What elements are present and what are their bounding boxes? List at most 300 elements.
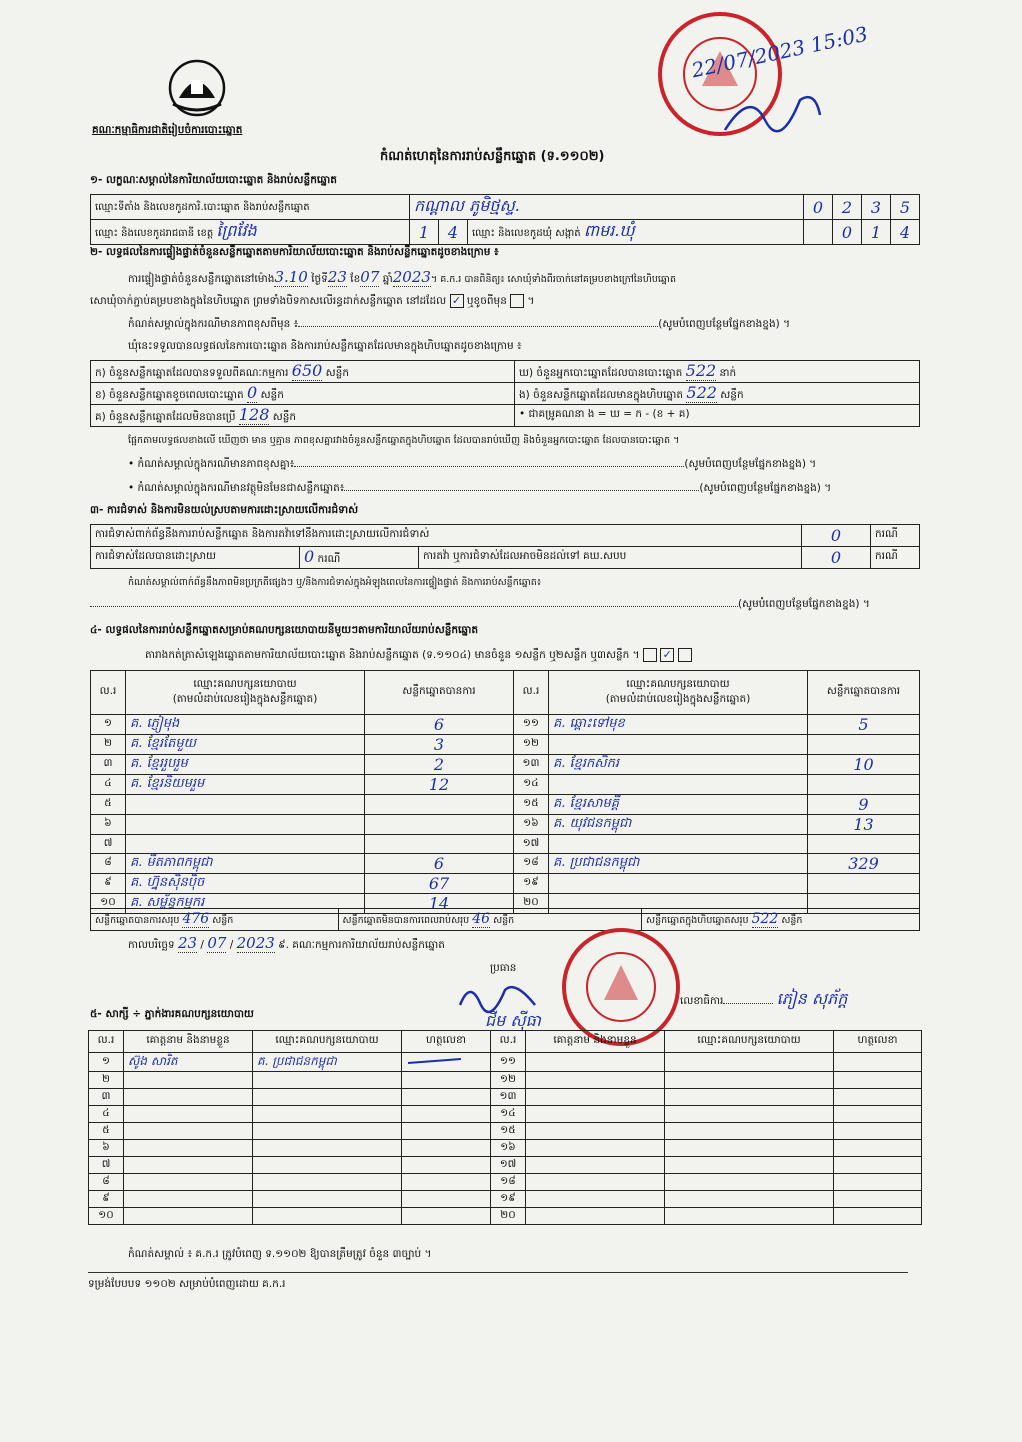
witness-signature: [402, 1208, 491, 1225]
voters-voted-unit: នាក់: [719, 367, 737, 379]
col-party-right: [549, 671, 808, 715]
witness-name: [124, 1072, 253, 1089]
party-name: [126, 795, 365, 815]
ballots-in-box-cell: [515, 383, 920, 405]
witness-row: [89, 1140, 922, 1157]
commune-code-1: 0: [833, 220, 862, 245]
witness-row: [89, 1106, 922, 1123]
section5-note: កំណត់សម្គាល់ ៖ គ.ក.រ ត្រូវបំពេញ ទ.១១០២ ឱ្យបានត្រឹមត្រូវ ចំនួន ៣ច្បាប់ ។: [128, 1248, 432, 1260]
witness-name: [526, 1123, 665, 1140]
witness-col-party-left: ឈ្មោះគណបក្សនយោបាយ: [253, 1031, 402, 1053]
section1-heading: ១- លក្ខណៈសម្គាល់នៃការិយាល័យបោះឆ្នោត និងរាប់សន្លឹកឆ្នោត: [90, 174, 337, 186]
witness-signature: [834, 1053, 922, 1072]
ballot-spoiled-value: 0: [247, 383, 258, 402]
verification-day: 23: [327, 268, 347, 286]
witness-no: ១៤: [491, 1106, 526, 1123]
party-results: [90, 670, 920, 913]
witness-name: [526, 1157, 665, 1174]
party-row: [91, 775, 920, 795]
ballots-in-box-value: 522: [686, 383, 717, 402]
resolved-label: ការជំទាស់ដែលបានដោះស្រាយ: [91, 547, 300, 569]
difference-note-hint: (សូមបំពេញបន្ថែមផ្នែកខាងខ្នង) ។: [658, 318, 790, 330]
witness-row: [89, 1089, 922, 1106]
ballot-received-unit: សន្លឹក: [325, 367, 349, 379]
witness-no: ៣: [89, 1089, 124, 1106]
witness-signature: [834, 1072, 922, 1089]
voters-voted-cell: [515, 361, 920, 383]
witness-col-sign-right: ហត្ថលេខា: [834, 1031, 922, 1053]
witness-party: [665, 1157, 834, 1174]
party-row: [91, 874, 920, 894]
witness-no: ១៥: [491, 1123, 526, 1140]
signing-date: កាលបរិច្ឆេទ 23 / 07 / 2023 ៩. គណៈកម្មការការិយាល័យរាប់សន្លឹកឆ្នោត: [128, 934, 445, 952]
commune-value: ពាមរ.ឃុំ: [583, 221, 635, 240]
objections-label: ការជំទាស់ពាក់ព័ន្ធនឹងការរាប់សន្លឹកឆ្នោត និងការតវ៉ាទៅនឹងការដោះស្រាយលើការជំទាស់: [91, 525, 802, 547]
party-name: [549, 874, 808, 894]
party-votes: 9: [808, 795, 920, 815]
party-no: ១១: [514, 715, 549, 735]
witness-signature: [402, 1053, 491, 1072]
party-no: ១៤: [514, 775, 549, 795]
witness-party: [665, 1191, 834, 1208]
bullet-foreign-hint: (សូមបំពេញបន្ថែមផ្នែកខាងខ្នង) ។: [699, 482, 832, 494]
party-row: [91, 835, 920, 854]
witness-col-name-left: គោត្តនាម និងនាមខ្លួន: [124, 1031, 253, 1053]
two-sheet-checkbox[interactable]: ✓: [660, 648, 674, 662]
witness-name: [124, 1157, 253, 1174]
witness-signature: [402, 1106, 491, 1123]
party-name: [549, 735, 808, 755]
witness-party: [253, 1157, 402, 1174]
bullet-foreign-label: • កំណត់សម្គាល់ក្នុងករណីមានវត្ថុមិនមែនជាសន្លឹកឆ្នោត៖: [128, 482, 345, 494]
party-row: [91, 854, 920, 874]
irregularities-note: កំណត់សម្គាល់ពាក់ព័ន្ធនឹងភាពមិនប្រក្រតីផ្សេងៗ ឬ/និងការជំទាស់ក្នុងអំឡុងពេលនៃការផ្ទៀងផ្ទាត់ និងការរាប់សន្លឹកឆ្នោត៖: [128, 577, 541, 588]
witness-name: [526, 1106, 665, 1123]
witness-row: [89, 1157, 922, 1174]
total-invalid-label: សន្លឹកឆ្នោតមិនបានការពេលរាប់សរុប: [342, 915, 470, 926]
col-no-right: ល.រ: [514, 671, 549, 715]
commune-code-2: 1: [862, 220, 891, 245]
witness-no: ១៦: [491, 1140, 526, 1157]
col-no-left: ល.រ: [91, 671, 126, 715]
ballots-in-box-label: ង) ចំនួនសន្លឹកឆ្នោតដែលមានក្នុងហិបឆ្នោត: [519, 389, 684, 401]
province-code-1: 1: [410, 220, 439, 245]
party-name: គ. ភ្ញៀមុង: [126, 715, 365, 735]
party-votes: [365, 835, 514, 854]
date-year: 2023: [236, 934, 275, 952]
bullet-difference: [128, 458, 918, 473]
witness-signature: [834, 1174, 922, 1191]
date-month: 07: [207, 934, 227, 952]
witness-no: ៥: [89, 1123, 124, 1140]
party-name: គ. ខ្មែរតែមួយ: [126, 735, 365, 755]
party-row: [91, 795, 920, 815]
one-sheet-checkbox[interactable]: [643, 648, 657, 662]
objections-value: 0: [802, 525, 871, 547]
party-no: ១២: [514, 735, 549, 755]
party-votes: [808, 735, 920, 755]
bullet-difference-dots: [294, 466, 684, 467]
bullet-foreign-objects: [128, 482, 918, 497]
witness-name: ស៊ូង សារិត: [124, 1053, 253, 1072]
witness-name: [124, 1140, 253, 1157]
verification-year: 2023: [392, 268, 431, 286]
ballot-row: [91, 361, 920, 383]
party-votes: [365, 815, 514, 835]
irregularities-dots-line: [90, 598, 920, 613]
party-no: ៧: [91, 835, 126, 854]
verification-time-label: ការផ្ទៀងផ្ទាត់ចំនួនសន្លឹកឆ្នោតនៅម៉ោង: [128, 273, 275, 285]
party-no: ៦: [91, 815, 126, 835]
section4-intro: [145, 648, 692, 664]
witness-no: ១៣: [491, 1089, 526, 1106]
total-box-value: 522: [751, 911, 779, 927]
voters-voted-label: ឃ) ចំនួនអ្នកបោះឆ្នោតដែលបានបោះឆ្នោត: [519, 367, 683, 379]
party-no: ១៣: [514, 755, 549, 775]
witness-name: [526, 1191, 665, 1208]
witness-no: ៨: [89, 1174, 124, 1191]
witness-party: [665, 1053, 834, 1072]
witness-name: [526, 1208, 665, 1225]
party-votes: 13: [808, 815, 920, 835]
party-rows: [91, 715, 920, 914]
province-code-2: 4: [439, 220, 468, 245]
witness-signature: [402, 1072, 491, 1089]
date-label: កាលបរិច្ឆេទ: [128, 939, 175, 951]
party-row: [91, 735, 920, 755]
witness-name: [124, 1106, 253, 1123]
party-votes: 10: [808, 755, 920, 775]
witness-name: [526, 1072, 665, 1089]
party-no: ៣: [91, 755, 126, 775]
party-no: ៩: [91, 874, 126, 894]
location-label: ឈ្មោះទីតាំង និងលេខកូដការិ.បោះឆ្នោត និងរាប់សន្លឹកឆ្នោត: [91, 195, 410, 220]
ballot-received-label: ក) ចំនួនសន្លឹកឆ្នោតដែលបានទទួលពីគណៈកម្មការ: [95, 367, 289, 379]
broken-label: ឬខូចពីមុន: [466, 295, 507, 307]
party-name: គ. ខ្មែរសាមគ្គី: [549, 795, 808, 815]
witness-no: ១២: [491, 1072, 526, 1089]
witness-no: ១: [89, 1053, 124, 1072]
witness-no: ៤: [89, 1106, 124, 1123]
verification-month: 07: [360, 268, 380, 286]
escalated-value: 0: [802, 547, 871, 569]
province-label: ឈ្មោះ និងលេខកូដរាជធានី ខេត្ត: [95, 228, 214, 239]
irregularities-dots: [90, 606, 738, 607]
col-party-left-sub: (តាមលំដាប់លេខរៀងក្នុងសន្លឹកឆ្នោត): [172, 692, 318, 705]
witness-signature: [834, 1089, 922, 1106]
witness-no: ៧: [89, 1157, 124, 1174]
party-no: ២០: [514, 894, 549, 914]
irregularities-hint: (សូមបំពេញបន្ថែមផ្នែកខាងខ្នង) ។: [738, 598, 870, 610]
witness-signature: [834, 1106, 922, 1123]
difference-note-dots: [298, 326, 658, 327]
witness-party: [665, 1106, 834, 1123]
ballot-received-value: 650: [291, 361, 323, 380]
party-votes: 5: [808, 715, 920, 735]
total-invalid-unit: សន្លឹក: [493, 915, 515, 926]
witness-party: [253, 1106, 402, 1123]
section3-heading: ៣- ការជំទាស់ និងការមិនយល់ស្របតាមការដោះស្រាយលើការជំទាស់: [90, 504, 359, 516]
result-intro: ឃុំនេះទទួលបានលទ្ធផលនៃការបោះឆ្នោត និងការរាប់សន្លឹកឆ្នោតដែលមានក្នុងហិបឆ្នោតដូចខាងក្រោម ៖: [128, 340, 522, 352]
commune-code-blank: [804, 220, 833, 245]
secretary-line: [680, 988, 847, 1012]
witness-name: [526, 1140, 665, 1157]
party-votes: 6: [365, 715, 514, 735]
witness-no: ៦: [89, 1140, 124, 1157]
witness-party: [253, 1174, 402, 1191]
location-code-1: 0: [804, 195, 833, 220]
party-votes: 329: [808, 854, 920, 874]
witness-rows: [89, 1053, 922, 1225]
witness-party: [253, 1140, 402, 1157]
discrepancy-statement: [128, 434, 928, 448]
party-name: គ. សម្ព័ន្ធកម្មករ: [126, 894, 365, 914]
commission-emblem: [165, 58, 229, 118]
ballot-spoiled-label: ខ) ចំនួនសន្លឹកឆ្នោតខូចពេលបោះឆ្នោត: [95, 389, 244, 401]
witness-signature: [834, 1157, 922, 1174]
witness-row: [89, 1072, 922, 1089]
witness-signature: [834, 1123, 922, 1140]
ballot-row: [91, 405, 920, 427]
section5-heading: ៥- សាក្សី ÷ ភ្នាក់ងារគណបក្សនយោបាយ: [90, 1008, 254, 1020]
party-votes: 12: [365, 775, 514, 795]
total-valid-label: សន្លឹកឆ្នោតបានការសរុប: [95, 915, 180, 926]
witness-name: [526, 1174, 665, 1191]
col-party-right-title: ឈ្មោះគណបក្សនយោបាយ: [626, 677, 730, 690]
witness-party: គ. ប្រជាជនកម្ពុជា: [253, 1053, 402, 1072]
ballot-unused-label: គ) ចំនួនសន្លឹកឆ្នោតដែលមិនបានប្រើ: [95, 411, 236, 423]
witness-signature: [402, 1174, 491, 1191]
verification-day-label: ថ្ងៃទី: [311, 273, 328, 285]
party-votes: 67: [365, 874, 514, 894]
party-votes: [808, 874, 920, 894]
witness-signature: [402, 1089, 491, 1106]
bullet-foreign-dots: [344, 490, 699, 491]
witness-no: ១៨: [491, 1174, 526, 1191]
location-code-2: 2: [833, 195, 862, 220]
ballot-unused-cell: [91, 405, 515, 427]
section4-intro-text: តារាងកត់ត្រាសំឡេងឆ្នោតតាមការិយាល័យបោះឆ្នោត និងរាប់សន្លឹកឆ្នោត (ទ.១១០៤) មានចំនួន ១សន្លឹក ឬ២សន្លឹក ឬ៣សន្លឹក ។: [145, 649, 640, 661]
commune-code-3: 4: [891, 220, 920, 245]
witness-name: [124, 1191, 253, 1208]
discrepancy-text: ផ្អែកតាមលទ្ធផលខាងលើ ឃើញថា មាន ឬគ្មាន ភាពខុសគ្នារវាងចំនួនសន្លឹកឆ្នោតក្នុងហិបឆ្នោត ដែលបានរាប់ឃើញ និងចំនួនអ្នកបោះឆ្នោត ដែលបានបោះឆ្នោត ។: [128, 435, 680, 446]
witness-signature: [834, 1208, 922, 1225]
witness-signature: [402, 1157, 491, 1174]
footer-divider: [88, 1272, 908, 1273]
chair-name: ជីម សុីធា: [485, 1011, 541, 1030]
total-box-unit: សន្លឹក: [781, 915, 803, 926]
commission-signing-label: ៩. គណៈកម្មការការិយាល័យរាប់សន្លឹកឆ្នោត: [278, 939, 445, 951]
party-no: ១៩: [514, 874, 549, 894]
witness-row: [89, 1053, 922, 1072]
location-value: កណ្ដាល ភូមិថ្មស្ទ.: [410, 195, 804, 220]
ballot-row: [91, 383, 920, 405]
total-valid-cell: [91, 909, 339, 931]
date-day: 23: [178, 934, 198, 952]
commune-cell: [468, 220, 804, 245]
difference-note-label: កំណត់សម្គាល់ក្នុងករណីមានភាពខុសពីមុន ៖: [128, 318, 299, 330]
commission-name: គណៈកម្មាធិការជាតិរៀបចំការបោះឆ្នោត: [92, 124, 243, 136]
commune-label: ឈ្មោះ និងលេខកូដឃុំ សង្កាត់: [472, 228, 581, 239]
section2-heading: ២- លទ្ធផលនៃការផ្ទៀងផ្ទាត់ចំនួនសន្លឹកឆ្នោតតាមការិយាល័យបោះឆ្នោត និងរាប់សន្លឹកឆ្នោតដូចខាងក្រោម ៖: [90, 246, 499, 258]
total-invalid-value: 46: [472, 911, 491, 927]
party-name: គ. មីតភាពកម្ពុជា: [126, 854, 365, 874]
party-name: [126, 815, 365, 835]
witness-row: [89, 1191, 922, 1208]
party-name: [549, 775, 808, 795]
party-no: ១៨: [514, 854, 549, 874]
col-party-left: [126, 671, 365, 715]
ballot-unused-value: 128: [238, 405, 270, 424]
witness-col-party-right: ឈ្មោះគណបក្សនយោបាយ: [665, 1031, 834, 1053]
stamp-handwritten-date: 22/07/2023 15:03: [689, 21, 870, 83]
party-votes: [365, 795, 514, 815]
party-name: គ. ខ្មែរកសិករ: [549, 755, 808, 775]
party-no: ២: [91, 735, 126, 755]
witness-party: [665, 1089, 834, 1106]
witness-name: [526, 1089, 665, 1106]
voters-voted-value: 522: [685, 361, 717, 380]
secretary-label: លេខាធិការ: [680, 995, 724, 1007]
verification-line-2: សោឃុំចាក់ភ្ជាប់គម្របខាងក្នុងនៃហិបឆ្នោត ព្រមទាំងបិទកាសលើរន្ធដាក់សន្លឹកឆ្នោត នៅដដែល ✓ ឬខូចពីមុន ។: [90, 294, 535, 307]
party-row: [91, 715, 920, 735]
witness-party: [665, 1208, 834, 1225]
ballot-spoiled-unit: សន្លឹក: [260, 389, 284, 401]
location-code-4: 5: [891, 195, 920, 220]
witness-no: ១៩: [491, 1191, 526, 1208]
witness-col-name-right: គោត្តនាម និងនាមខ្លួន: [526, 1031, 665, 1053]
party-no: ១៦: [514, 815, 549, 835]
witness-name: [526, 1053, 665, 1072]
resolved-unit: ករណី: [317, 553, 341, 565]
party-votes: 6: [365, 854, 514, 874]
party-votes: 2: [365, 755, 514, 775]
witness-signature: [402, 1140, 491, 1157]
witness-col-no-left: ល.រ: [89, 1031, 124, 1053]
verification-line-1: [128, 268, 928, 288]
section4-heading: ៤- លទ្ធផលនៃការរាប់សន្លឹកឆ្នោតសម្រាប់គណបក្សនយោបាយនីមួយៗតាមការិយាល័យរាប់សន្លឹកឆ្នោត: [90, 624, 479, 636]
witness-party: [665, 1123, 834, 1140]
escalated-label: ការតវ៉ា ឬការជំទាស់ដែលអាចមិនដល់ទៅ គឃ.សបប: [419, 547, 802, 569]
province-cell: [91, 220, 410, 245]
verification-month-label: ខែ: [350, 273, 361, 285]
total-box-cell: [642, 909, 920, 931]
intact-checkbox[interactable]: ✓: [450, 294, 464, 308]
party-name: [549, 835, 808, 854]
party-name: គ. ខ្មែរនិយមរួម: [126, 775, 365, 795]
ballot-count-table: [90, 360, 920, 427]
total-valid-value: 476: [182, 911, 210, 927]
party-votes: [808, 835, 920, 854]
party-no: ៨: [91, 854, 126, 874]
three-sheet-checkbox[interactable]: [678, 648, 692, 662]
chair-label: ប្រធាន: [490, 962, 517, 974]
province-value: ព្រៃវែង: [216, 221, 257, 240]
col-party-right-sub: (តាមលំដាប់លេខរៀងក្នុងសន្លឹកឆ្នោត): [605, 692, 751, 705]
col-party-left-title: ឈ្មោះគណបក្សនយោបាយ: [193, 677, 297, 690]
broken-checkbox[interactable]: [510, 294, 524, 308]
ballot-spoiled-cell: [91, 383, 515, 405]
party-row: [91, 755, 920, 775]
formula-text: • ជាគម្រូគណនា ង = ឃ = ក - (ខ + គ): [519, 408, 690, 420]
party-no: ១៧: [514, 835, 549, 854]
total-box-label: សន្លឹកឆ្នោតក្នុងហិបឆ្នោតសរុប: [646, 915, 749, 926]
party-no: ១៥: [514, 795, 549, 815]
verification-line-end: ។ គ.ក.រ បានពិនិត្យ៖ សោឃុំទាំងពីរចាក់នៅគម្របខាងក្រៅនៃហិបឆ្នោត: [430, 274, 677, 285]
party-name: គ. ប្រជាជនកម្ពុជា: [549, 854, 808, 874]
official-stamp-bottom: [562, 928, 680, 1046]
party-votes: 14: [365, 894, 514, 914]
footer-text: ទម្រង់បែបបទ ១១០២ សម្រាប់បំពេញដោយ គ.ក.រ: [88, 1278, 286, 1290]
witness-name: [124, 1208, 253, 1225]
objections-unit: ករណី: [871, 525, 920, 547]
party-no: ៤: [91, 775, 126, 795]
witness-col-sign-left: ហត្ថលេខា: [402, 1031, 491, 1053]
witness-party: [253, 1208, 402, 1225]
verification-time: 3.10: [274, 268, 308, 286]
party-results-table: [90, 670, 920, 914]
witness-party: [665, 1072, 834, 1089]
location-table: [90, 194, 920, 245]
witness-row: [89, 1208, 922, 1225]
col-votes-right: សន្លឹកឆ្នោតបានការ: [808, 671, 920, 715]
escalated-unit: ករណី: [871, 547, 920, 569]
witness-signature: [402, 1123, 491, 1140]
witness-table: [88, 1030, 922, 1225]
difference-note: [128, 318, 918, 333]
ballot-received-cell: [91, 361, 515, 383]
witness-signature: [834, 1140, 922, 1157]
witness-party: [253, 1089, 402, 1106]
witness-signature: [834, 1191, 922, 1208]
party-no: ៥: [91, 795, 126, 815]
witness-col-no-right: ល.រ: [491, 1031, 526, 1053]
witness-name: [124, 1123, 253, 1140]
witness-row: [89, 1123, 922, 1140]
bullet-difference-hint: (សូមបំពេញបន្ថែមផ្នែកខាងខ្នង) ។: [684, 458, 817, 470]
witness-party: [665, 1174, 834, 1191]
party-name: គ. ហ្វ៊ុនស៊ិនប៉ិច: [126, 874, 365, 894]
total-valid-unit: សន្លឹក: [212, 915, 234, 926]
party-votes: [808, 775, 920, 795]
party-name: គ. យុវជនកម្ពុជា: [549, 815, 808, 835]
secretary-dots: [723, 1003, 773, 1004]
party-name: គ. ខ្មែររួបរួម: [126, 755, 365, 775]
form-title: កំណត់ហេតុនៃការរាប់សន្លឹកឆ្នោត (ទ.១១០២): [380, 149, 605, 164]
location-code-3: 3: [862, 195, 891, 220]
party-row: [91, 815, 920, 835]
party-no: ១០: [91, 894, 126, 914]
witness-signature: [402, 1191, 491, 1208]
bullet-difference-label: • កំណត់សម្គាល់ក្នុងករណីមានភាពខុសគ្នា៖: [128, 458, 295, 470]
total-invalid-cell: [338, 909, 642, 931]
witness-party: [253, 1123, 402, 1140]
witness-no: ១១: [491, 1053, 526, 1072]
party-name: គ. ឆ្ពោះទៅមុខ: [549, 715, 808, 735]
col-votes-left: សន្លឹកឆ្នោតបានការ: [365, 671, 514, 715]
witness-party: [253, 1072, 402, 1089]
party-votes: 3: [365, 735, 514, 755]
signature-top: [720, 80, 830, 144]
witness-no: ១០: [89, 1208, 124, 1225]
witness-no: ២: [89, 1072, 124, 1089]
seal-text: សោឃុំចាក់ភ្ជាប់គម្របខាងក្នុងនៃហិបឆ្នោត ព្រមទាំងបិទកាសលើរន្ធដាក់សន្លឹកឆ្នោត នៅដដែល: [90, 295, 447, 307]
objections-table: [90, 524, 920, 569]
witness-party: [665, 1140, 834, 1157]
ballots-in-box-unit: សន្លឹក: [720, 389, 744, 401]
secretary-name: ភៀន សុភ័ក្ត: [776, 989, 848, 1008]
witness-party: [253, 1191, 402, 1208]
